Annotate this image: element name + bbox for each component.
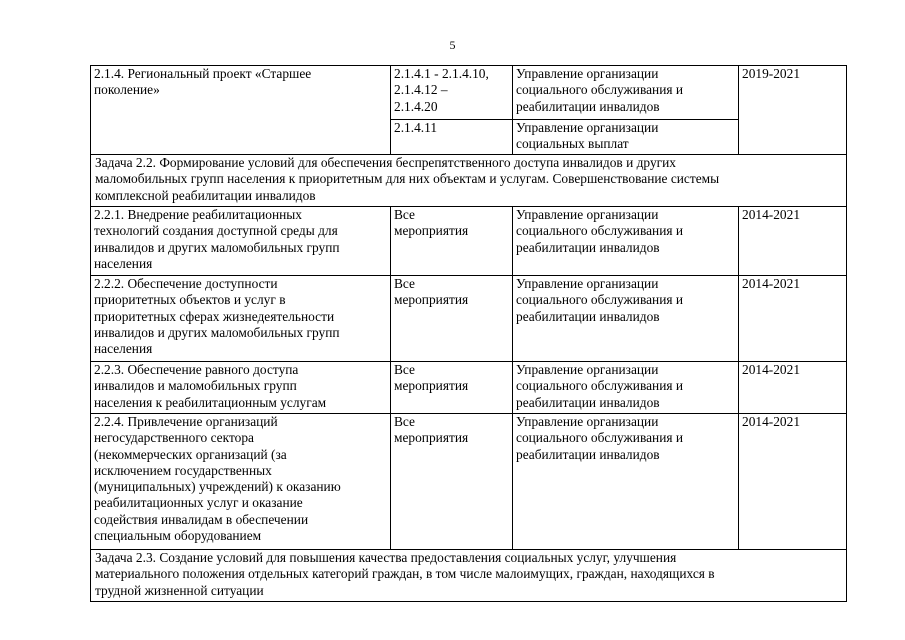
table-row-2-2-1 (91, 207, 847, 276)
text-line: социальных выплат (516, 136, 629, 152)
text-line: 2.1.4.1 - 2.1.4.10, (394, 66, 489, 81)
text-line: 2.1.4.20 (394, 98, 438, 114)
text-line: мероприятия (394, 378, 469, 394)
text-line: социального обслуживания и (516, 82, 684, 98)
period-cell (739, 414, 847, 550)
text-line: приоритетных сферах жизнедеятельности (94, 308, 335, 324)
text-line: Управление организации (516, 120, 659, 135)
executor-cell (513, 207, 739, 276)
text-line: Все (394, 207, 415, 222)
text-line: Управление организации (516, 207, 659, 222)
text-line: 2.2.2. Обеспечение доступности (94, 276, 278, 291)
text-line: Все (394, 414, 415, 429)
text-line: реабилитационных услуг и оказание (94, 495, 303, 511)
text-line: Управление организации (516, 276, 659, 291)
period-cell (739, 362, 847, 414)
text-line: реабилитации инвалидов (516, 308, 660, 324)
measures-cell (391, 276, 513, 362)
measures-cell (391, 207, 513, 276)
text-line: инвалидов и маломобильных групп (94, 378, 297, 394)
table-row-2-2-3 (91, 362, 847, 414)
measures-cell (391, 414, 513, 550)
period-cell (739, 276, 847, 362)
text-line: инвалидов и других маломобильных групп (94, 239, 340, 255)
text-line: 2.2.4. Привлечение организаций (94, 414, 278, 429)
text-line: социального обслуживания и (516, 292, 684, 308)
text-line: технологий создания доступной среды для (94, 223, 338, 239)
program-activities-table (90, 65, 847, 602)
activity-name-cell (91, 276, 391, 362)
text-line: Все (394, 362, 415, 377)
text-line: специальным оборудованием (94, 528, 262, 544)
text-line: 2014-2021 (742, 362, 801, 377)
executor-cell (513, 362, 739, 414)
text-line: социального обслуживания и (516, 378, 684, 394)
text-line: инвалидов и других маломобильных групп (94, 324, 340, 340)
text-line: исключением государственных (94, 462, 272, 478)
table-row-2-1-4 (91, 66, 847, 120)
text-line: мероприятия (394, 430, 469, 446)
text-line: Управление организации (516, 414, 659, 429)
period-cell (739, 207, 847, 276)
activity-name-cell (91, 362, 391, 414)
text-line: Управление организации (516, 362, 659, 377)
text-line: Все (394, 276, 415, 291)
executor-cell (513, 66, 739, 120)
text-line: негосударственного сектора (94, 430, 254, 446)
text-line: 2.1.4.11 (394, 120, 438, 135)
text-line: (муниципальных) учреждений) к оказанию (94, 479, 341, 495)
text-line: комплексной реабилитации инвалидов (95, 187, 316, 203)
text-line: содействия инвалидам в обеспечении (94, 511, 309, 527)
text-line: социального обслуживания и (516, 223, 684, 239)
text-line: реабилитации инвалидов (516, 239, 660, 255)
executor-cell (513, 414, 739, 550)
activity-name-cell (91, 414, 391, 550)
table-row-2-2-4 (91, 414, 847, 550)
measures-cell (391, 120, 513, 155)
text-line: 2014-2021 (742, 414, 801, 429)
task-heading-2-2 (91, 155, 847, 207)
period-cell (739, 66, 847, 155)
text-line: материального положения отдельных категорий граждан, в том числе малоимущих, граждан, находящихся в (95, 566, 715, 582)
text-line: трудной жизненной ситуации (95, 582, 264, 598)
text-line: реабилитации инвалидов (516, 394, 660, 410)
text-line: населения (94, 341, 153, 357)
text-line: Задача 2.2. Формирование условий для обеспечения беспрепятственного доступа инвалидов и других (95, 155, 676, 170)
text-line: поколение» (94, 82, 160, 98)
activity-name-cell (91, 207, 391, 276)
text-line: мероприятия (394, 292, 469, 308)
activity-name-cell (91, 66, 391, 155)
text-line: социального обслуживания и (516, 430, 684, 446)
text-line: приоритетных объектов и услуг в (94, 292, 286, 308)
table-row-2-2-2 (91, 276, 847, 362)
text-line: 2019-2021 (742, 66, 801, 81)
text-line: маломобильных групп населения к приоритетным для них объектам и услугам. Совершенствование системы (95, 171, 720, 187)
text-line: 2.2.1. Внедрение реабилитационных (94, 207, 302, 222)
text-line: 2.1.4.12 – (394, 82, 448, 98)
text-line: (некоммерческих организаций (за (94, 446, 287, 462)
task-heading-2-3 (91, 550, 847, 602)
text-line: Задача 2.3. Создание условий для повышения качества предоставления социальных услуг, улучшения (95, 550, 677, 565)
page-number: 5 (449, 38, 456, 52)
text-line: населения (94, 255, 153, 271)
text-line: 2.1.4. Региональный проект «Старшее (94, 66, 312, 81)
measures-cell (391, 362, 513, 414)
text-line: 2014-2021 (742, 276, 801, 291)
text-line: населения к реабилитационным услугам (94, 394, 327, 410)
text-line: 2.2.3. Обеспечение равного доступа (94, 362, 299, 377)
text-line: Управление организации (516, 66, 659, 81)
measures-cell (391, 66, 513, 120)
task-row-2-3 (91, 550, 847, 602)
text-line: 2014-2021 (742, 207, 801, 222)
text-line: мероприятия (394, 223, 469, 239)
text-line: реабилитации инвалидов (516, 98, 660, 114)
executor-cell (513, 120, 739, 155)
text-line: реабилитации инвалидов (516, 446, 660, 462)
task-row-2-2 (91, 155, 847, 207)
executor-cell (513, 276, 739, 362)
